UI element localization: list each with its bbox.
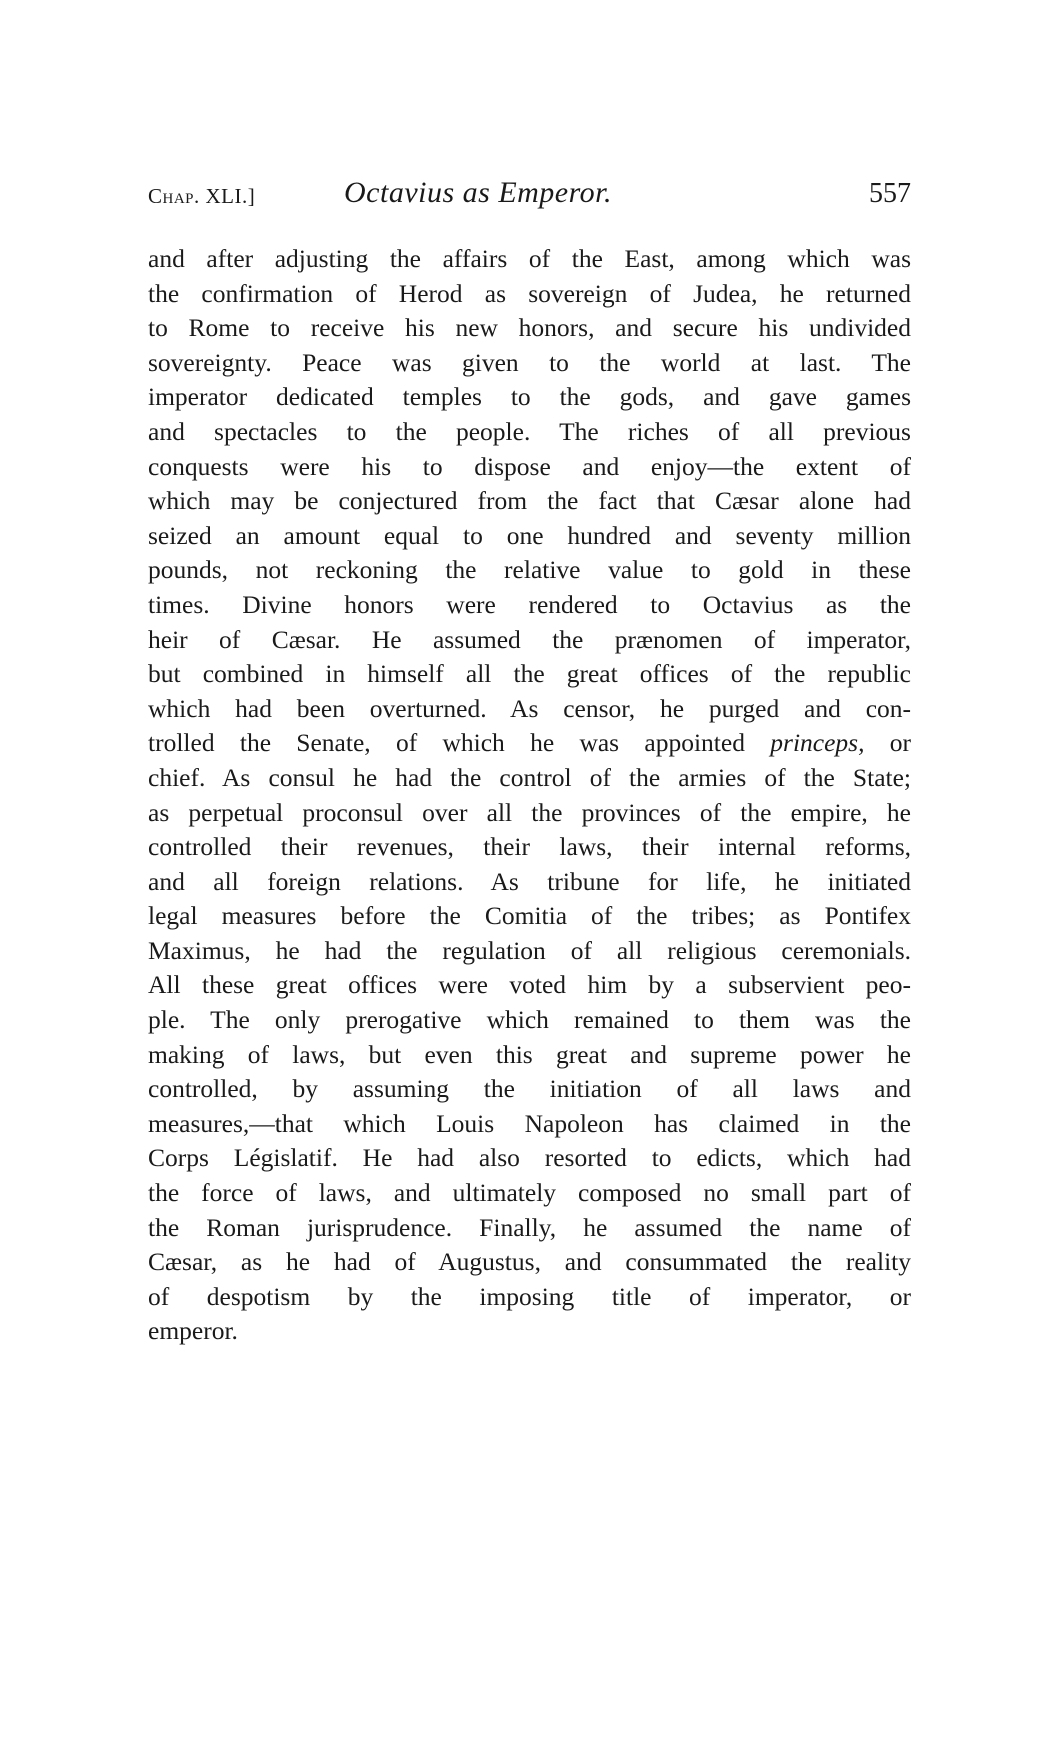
body-paragraph xyxy=(148,242,911,1349)
text-line: as perpetual proconsul over all the provinces of the empire, he xyxy=(148,797,911,827)
text-line: to Rome to receive his new honors, and secure his undivided xyxy=(148,313,911,343)
text-line: pounds, not reckoning the relative value to gold in these xyxy=(148,555,911,585)
text-line: Maximus, he had the regulation of all religious ceremonials. xyxy=(148,935,911,965)
text-line: the force of laws, and ultimately composed no small part of xyxy=(148,1178,911,1208)
text-line: measures,—that which Louis Napoleon has claimed in the xyxy=(148,1108,911,1138)
text-line: controlled, by assuming the initiation of all laws and xyxy=(148,1074,911,1104)
text-line: the Roman jurisprudence. Finally, he assumed the name of xyxy=(148,1212,911,1242)
text-line: sovereignty. Peace was given to the world at last. The xyxy=(148,347,911,377)
text-segment: or xyxy=(889,728,911,758)
text-line: which had been overturned. As censor, he purged and con- xyxy=(148,693,911,723)
text-line: Cæsar, as he had of Augustus, and consummated the reality xyxy=(148,1247,911,1277)
text-line: Corps Législatif. He had also resorted to edicts, which had xyxy=(148,1143,911,1173)
text-line: legal measures before the Comitia of the tribes; as Pontifex xyxy=(148,901,911,931)
text-line-last: emperor. xyxy=(148,1316,238,1346)
italic-term: princeps, xyxy=(770,728,865,758)
text-line: but combined in himself all the great offices of the republic xyxy=(148,659,911,689)
page-number: 557 xyxy=(869,178,911,209)
text-line: conquests were his to dispose and enjoy—the extent of xyxy=(148,451,911,481)
text-line: heir of Cæsar. He assumed the prænomen of imperator, xyxy=(148,624,911,654)
text-line: the confirmation of Herod as sovereign of Judea, he returned xyxy=(148,278,911,308)
text-line: All these great offices were voted him by a subservient peo- xyxy=(148,970,911,1000)
text-segment: trolled the Senate, of which he was appointed xyxy=(148,728,745,758)
text-line: imperator dedicated temples to the gods, and gave games xyxy=(148,382,911,412)
text-line: which may be conjectured from the fact that Cæsar alone had xyxy=(148,486,911,516)
text-line: and after adjusting the affairs of the East, among which was xyxy=(148,244,911,273)
running-title: Octavius as Emperor. xyxy=(344,176,613,209)
text-line: of despotism by the imposing title of imperator, or xyxy=(148,1281,911,1311)
text-line: times. Divine honors were rendered to Octavius as the xyxy=(148,589,911,619)
text-line: and spectacles to the people. The riches of all previous xyxy=(148,416,911,446)
text-line-with-italic xyxy=(148,726,911,761)
text-line: chief. As consul he had the control of the armies of the State; xyxy=(148,762,911,792)
text-line: making of laws, but even this great and supreme power he xyxy=(148,1039,911,1069)
chapter-label: Chap. XLI.] xyxy=(148,184,256,208)
text-line: controlled their revenues, their laws, their internal reforms, xyxy=(148,832,911,862)
text-line: seized an amount equal to one hundred and seventy million xyxy=(148,520,911,550)
running-head xyxy=(148,176,911,216)
text-line: and all foreign relations. As tribune for life, he initiated xyxy=(148,866,911,896)
text-line: ple. The only prerogative which remained to them was the xyxy=(148,1005,911,1035)
